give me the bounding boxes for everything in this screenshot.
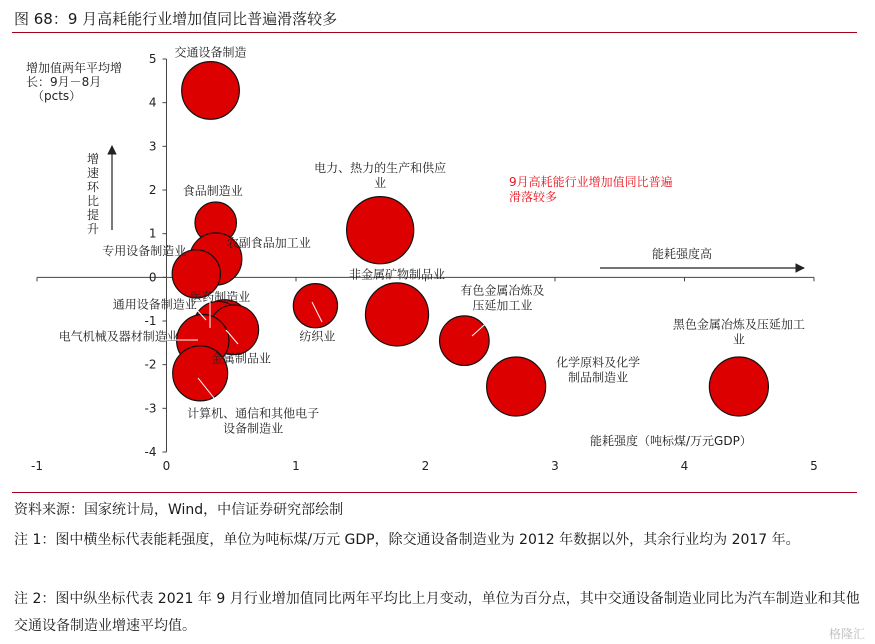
point-label: 专用设备制造业 [102,243,187,258]
point-label: 计算机、通信和其他电子 [187,406,320,421]
bubble [440,316,490,366]
y-tick-label: -1 [144,314,157,328]
point-label: 压延加工业 [472,298,533,313]
point-label: 设备制造业 [223,421,284,436]
y-tick-label: 2 [148,183,157,197]
bubble [293,284,337,328]
x-tick-label: -1 [31,459,43,473]
point-label: 化学原料及化学 [556,355,641,370]
bubble [347,197,414,264]
horizontal-arrow-label: 能耗强度高 [652,247,713,261]
point-label: 业 [732,332,745,347]
y-axis-title-line: 长：9月－8月 [26,75,102,89]
point-label: 有色金属冶炼及 [460,283,545,298]
point-label: 黑色金属冶炼及压延加工 [672,317,805,332]
bubble [365,283,428,346]
y-tick-label: -4 [144,445,157,459]
point-label: 电力、热力的生产和供应 [314,161,447,176]
watermark: 格隆汇 [828,627,865,641]
vertical-arrow-char: 升 [86,222,100,236]
note-1: 注 1：图中横坐标代表能耗强度，单位为吨标煤/万元 GDP，除交通设备制造业为 2012 年数据以外，其余行业均为 2017 年。 [14,532,800,548]
x-axis-title: 能耗强度（吨标煤/万元GDP） [590,434,752,448]
y-tick-label: 3 [148,139,157,154]
vertical-arrow-char: 速 [86,166,100,180]
x-tick-label: 0 [162,459,171,473]
vertical-arrow-char: 环 [86,180,100,194]
y-tick-label: 4 [148,95,157,110]
y-axis-title-line: 增加值两年平均增 [26,61,123,75]
bubble [709,357,768,416]
bubble [182,62,240,120]
point-label: 通用设备制造业 [112,297,197,312]
vertical-arrow-char: 比 [86,194,100,208]
y-tick-label: -3 [144,401,157,416]
x-tick-label: 3 [551,459,559,473]
point-label: 交通设备制造 [174,45,247,60]
point-label: 制品制造业 [568,370,629,385]
x-tick-label: 5 [810,459,818,473]
vertical-arrow-char: 增 [86,152,100,166]
y-tick-label: 0 [148,270,157,285]
x-tick-label: 1 [292,459,300,473]
point-label: 农副食品加工业 [226,235,311,250]
point-label: 纺织业 [299,329,336,344]
point-label: 电气机械及器材制造业 [58,329,179,344]
figure-title: 图 68：9 月高耗能行业增加值同比普遍滑落较多 [14,10,338,28]
x-tick-label: 2 [421,459,430,473]
y-axis-title-line: （pcts） [32,89,82,103]
point-label: 医药制造业 [190,290,251,305]
highlight-annotation: 滑落较多 [509,190,558,204]
y-tick-label: -2 [144,357,157,372]
source-text: 资料来源：国家统计局，Wind，中信证券研究部绘制 [14,502,344,518]
source-rule [12,492,857,493]
highlight-annotation: 9月高耗能行业增加值同比普遍 [509,175,673,189]
y-tick-label: 5 [148,52,157,66]
bubble [487,357,546,416]
point-label: 食品制造业 [182,183,243,198]
vertical-arrow-char: 提 [86,208,100,222]
x-tick-label: 4 [680,459,689,473]
point-label: 非金属矿物制品业 [349,267,446,282]
y-tick-label: 1 [148,226,157,241]
point-label: 业 [374,176,387,191]
note-2: 注 2：图中纵坐标代表 2021 年 9 月行业增加值同比两年平均比上月变动，单位为百分点，其中交通设备制造业同比为汽车制造业和其他交通设备制造业增速平均值。 [14,591,860,634]
point-label: 金属制品业 [210,351,271,366]
